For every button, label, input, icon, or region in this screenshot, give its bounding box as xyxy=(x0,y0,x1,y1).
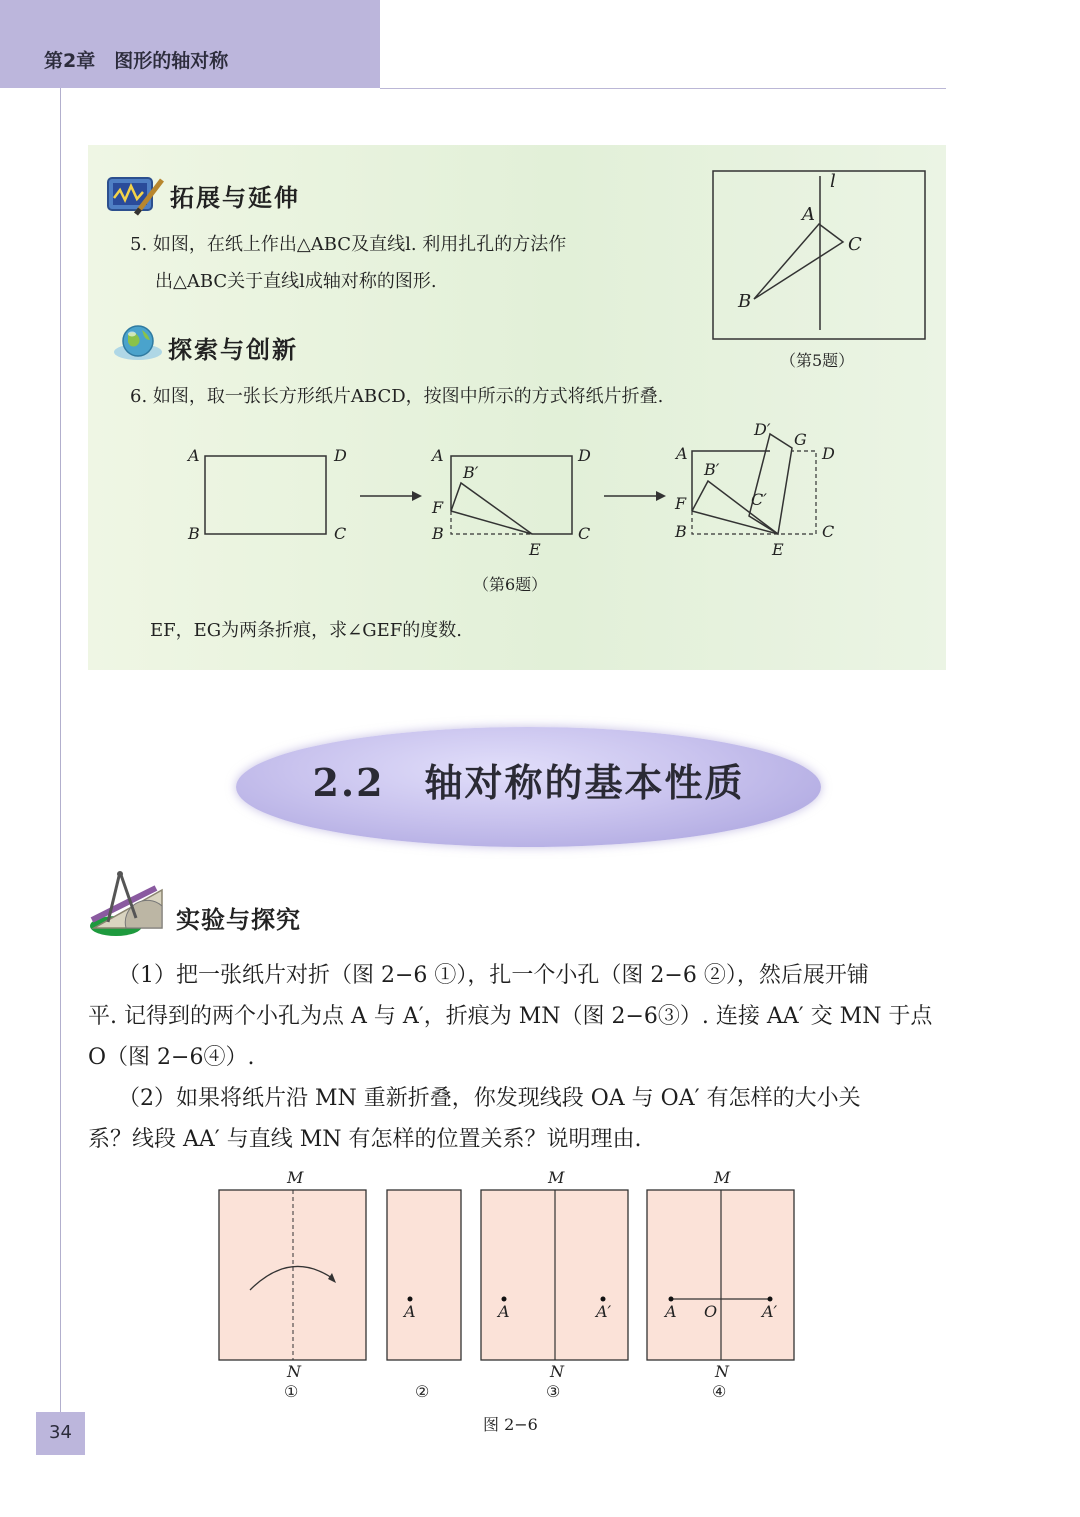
para-2-line-2: 系？线段 AA′ 与直线 MN 有怎样的位置关系？说明理由. xyxy=(88,1127,642,1152)
fig6a-label-b: B xyxy=(188,524,200,543)
margin-rule xyxy=(60,88,61,1412)
fig26-p4-label-a: A xyxy=(665,1302,677,1321)
problem-5-line-2: 出△ABC关于直线l成轴对称的图形. xyxy=(155,271,437,292)
fig26-p4-label-n: N xyxy=(715,1362,729,1381)
chapter-tab xyxy=(0,0,380,88)
fig6c-label-a: A xyxy=(676,444,688,463)
monitor-pen-icon xyxy=(106,172,164,218)
para-1-line-2: 平. 记得到的两个小孔为点 A 与 A′，折痕为 MN（图 2−6③）. 连接 AA′ 交 MN 于点 xyxy=(88,1004,933,1029)
figure-6-caption: （第6题） xyxy=(473,575,548,594)
extension-heading: 拓展与延伸 xyxy=(170,183,300,212)
figure-2-6-caption: 图 2−6 xyxy=(483,1415,538,1434)
fig6a-label-d: D xyxy=(334,446,347,465)
fig26-panel-1-number: ① xyxy=(284,1382,299,1401)
fig6b-label-d: D xyxy=(578,446,591,465)
fig26-p3-label-a: A xyxy=(498,1302,510,1321)
problem-6-line-1: 6. 如图，取一张长方形纸片ABCD，按图中所示的方式将纸片折叠. xyxy=(130,386,664,407)
para-2-line-1: （2）如果将纸片沿 MN 重新折叠，你发现线段 OA 与 OA′ 有怎样的大小关 xyxy=(118,1086,861,1111)
fig6c-label-g: G xyxy=(794,430,807,449)
globe-icon xyxy=(108,322,164,366)
fig26-panel-3-number: ③ xyxy=(546,1382,561,1401)
figure-5-caption: （第5题） xyxy=(780,351,855,370)
figure-5 xyxy=(710,168,930,343)
fig26-p2-label-a: A xyxy=(404,1302,416,1321)
fig6a-label-a: A xyxy=(188,446,200,465)
fig6b-label-b: B xyxy=(432,524,444,543)
fig6a-label-c: C xyxy=(334,524,347,543)
header-rule xyxy=(380,88,946,89)
fig26-p3-label-m: M xyxy=(548,1168,565,1187)
fig26-panel-4-number: ④ xyxy=(712,1382,727,1401)
fig26-p4-label-o: O xyxy=(704,1302,718,1321)
fig6b-label-c: C xyxy=(578,524,591,543)
fig6c-label-dprime: D′ xyxy=(754,420,771,439)
fig5-label-b: B xyxy=(738,291,752,312)
fig6b-label-bprime: B′ xyxy=(463,463,479,482)
experiment-heading: 实验与探究 xyxy=(176,906,301,934)
fig26-p4-label-m: M xyxy=(714,1168,731,1187)
chapter-title: 第2章 图形的轴对称 xyxy=(44,50,229,72)
page-number: 34 xyxy=(49,1422,72,1443)
fig6b-label-e: E xyxy=(529,540,541,559)
section-title: 2.2 轴对称的基本性质 xyxy=(312,760,745,805)
problem-5-line-1: 5. 如图，在纸上作出△ABC及直线l. 利用扎孔的方法作 xyxy=(130,234,567,255)
para-1-line-3: O（图 2−6④）. xyxy=(88,1045,255,1070)
fig6c-label-e: E xyxy=(772,540,784,559)
fig26-p3-label-aprime: A′ xyxy=(596,1302,612,1321)
fig6c-label-f: F xyxy=(675,494,687,513)
para-1-line-1: （1）把一张纸片对折（图 2−6 ①），扎一个小孔（图 2−6 ②），然后展开铺 xyxy=(118,963,869,988)
fig26-p4-label-aprime: A′ xyxy=(762,1302,778,1321)
geometry-tools-icon xyxy=(86,868,166,940)
fig5-label-a: A xyxy=(802,204,815,225)
fig6c-label-bprime: B′ xyxy=(704,460,720,479)
figure-2-6 xyxy=(210,1180,810,1370)
fig26-p1-label-m: M xyxy=(287,1168,304,1187)
fig5-label-c: C xyxy=(848,234,862,255)
exploration-heading: 探索与创新 xyxy=(168,335,298,364)
fig26-p1-label-n: N xyxy=(287,1362,301,1381)
problem-6-line-2: EF，EG为两条折痕，求∠GEF的度数. xyxy=(150,620,462,641)
fig26-panel-2-number: ② xyxy=(415,1382,430,1401)
fig5-label-l: l xyxy=(830,171,836,192)
fig26-p3-label-n: N xyxy=(550,1362,564,1381)
fig6c-label-cprime: C′ xyxy=(751,490,767,509)
fig6c-label-b: B xyxy=(675,522,687,541)
fig6b-label-a: A xyxy=(432,446,444,465)
fig6c-label-d: D xyxy=(822,444,835,463)
fig6c-label-c: C xyxy=(822,522,835,541)
fig6b-label-f: F xyxy=(432,498,444,517)
